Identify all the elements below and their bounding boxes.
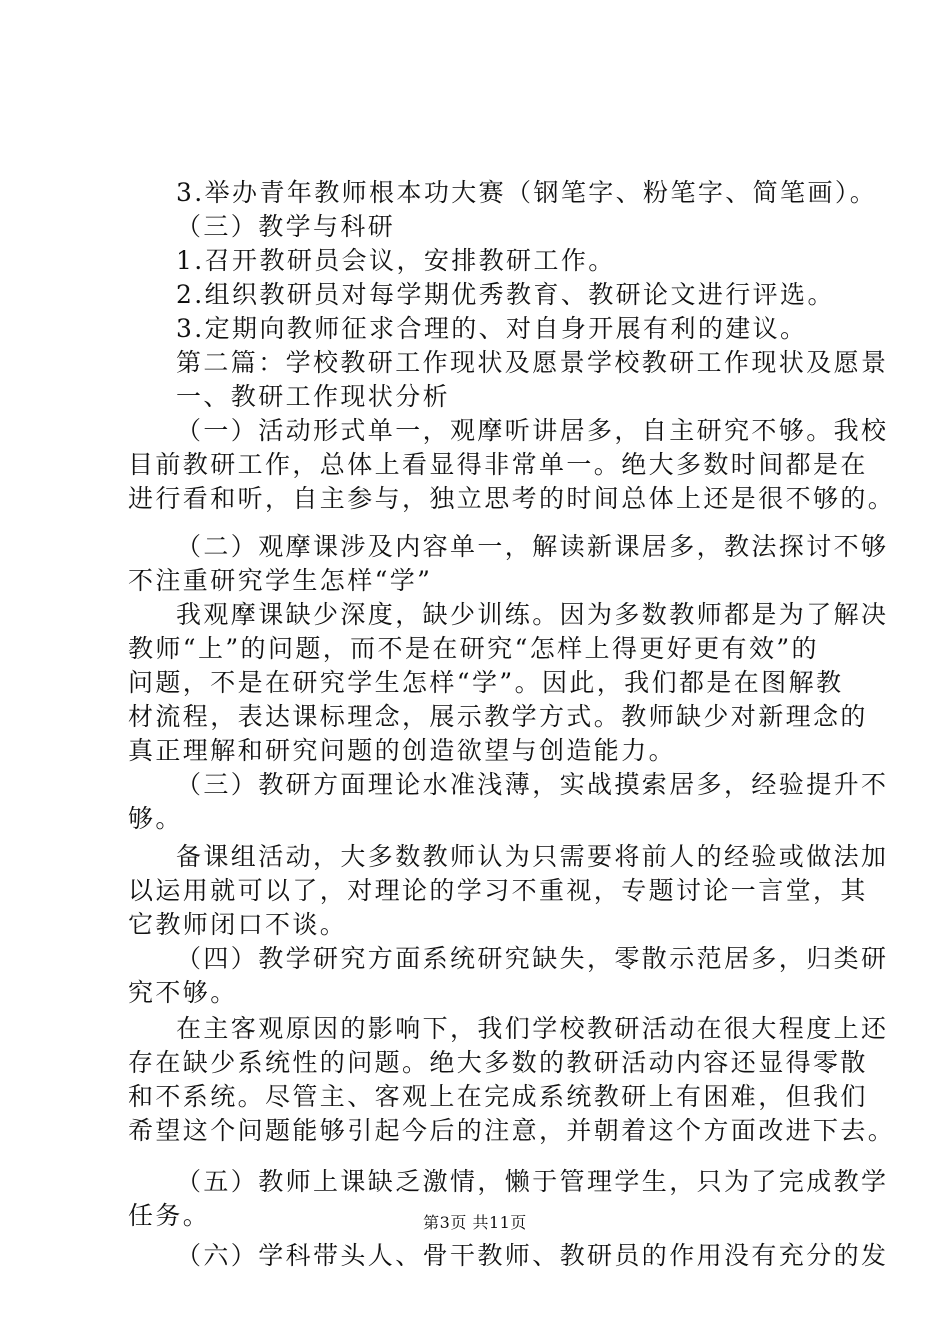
text-line-14: 教师“上”的问题，而不是在研究“怎样上得更好更有效”的 <box>128 634 819 663</box>
text-line-24: 究不够。 <box>128 978 238 1007</box>
text-line-5: 3.定期向教师征求合理的、对自身开展有利的建议。 <box>176 314 808 343</box>
text-line-29: （五）教师上课缺乏激情，懒于管理学生，只为了完成教学 <box>176 1167 889 1196</box>
text-line-16: 材流程，表达课标理念，展示教学方式。教师缺少对新理念的 <box>128 702 868 731</box>
text-line-9: 目前教研工作，总体上看显得非常单一。绝大多数时间都是在 <box>128 450 868 479</box>
text-line-23: （四）教学研究方面系统研究缺失，零散示范居多，归类研 <box>176 944 889 973</box>
text-line-27: 和不系统。尽管主、客观上在完成系统教研上有困难，但我们 <box>128 1082 868 1111</box>
section-heading-analysis: 一、教研工作现状分析 <box>176 382 451 411</box>
section-heading-teaching-research: （三）教学与科研 <box>176 212 396 241</box>
text-line-10: 进行看和听，自主参与，独立思考的时间总体上还是很不够的。 <box>128 484 896 513</box>
text-line-12: 不注重研究学生怎样“学” <box>128 566 433 595</box>
text-line-15: 问题，不是在研究学生怎样“学”。因此，我们都是在图解教 <box>128 668 844 697</box>
text-line-18: （三）教研方面理论水准浅薄，实战摸索居多，经验提升不 <box>176 770 889 799</box>
text-line-8: （一）活动形式单一，观摩听讲居多，自主研究不够。我校 <box>176 416 889 445</box>
text-line-13: 我观摩课缺少深度，缺少训练。因为多数教师都是为了解决 <box>176 600 889 629</box>
chapter-title: 第二篇：学校教研工作现状及愿景学校教研工作现状及愿景 <box>176 348 889 377</box>
text-line-30: 任务。 <box>128 1201 211 1230</box>
text-line-3: 1.召开教研员会议，安排教研工作。 <box>176 246 616 275</box>
text-line-22: 它教师闭口不谈。 <box>128 910 348 939</box>
text-line-21: 以运用就可以了，对理论的学习不重视，专题讨论一言堂，其 <box>128 876 868 905</box>
text-line-19: 够。 <box>128 804 183 833</box>
page-footer: 第3页 共11页 <box>423 1213 527 1232</box>
text-line-4: 2.组织教研员对每学期优秀教育、教研论文进行评选。 <box>176 280 835 309</box>
text-line-26: 存在缺少系统性的问题。绝大多数的教研活动内容还显得零散 <box>128 1048 868 1077</box>
text-line-28: 希望这个问题能够引起今后的注意，并朝着这个方面改进下去。 <box>128 1116 896 1145</box>
text-line-20: 备课组活动，大多数教师认为只需要将前人的经验或做法加 <box>176 842 889 871</box>
text-line-11: （二）观摩课涉及内容单一，解读新课居多，教法探讨不够 <box>176 532 889 561</box>
text-line-1: 3.举办青年教师根本功大赛（钢笔字、粉笔字、简笔画）。 <box>176 178 878 207</box>
text-line-25: 在主客观原因的影响下，我们学校教研活动在很大程度上还 <box>176 1014 889 1043</box>
text-line-31: （六）学科带头人、骨干教师、教研员的作用没有充分的发 <box>176 1241 889 1270</box>
text-line-17: 真正理解和研究问题的创造欲望与创造能力。 <box>128 736 677 765</box>
